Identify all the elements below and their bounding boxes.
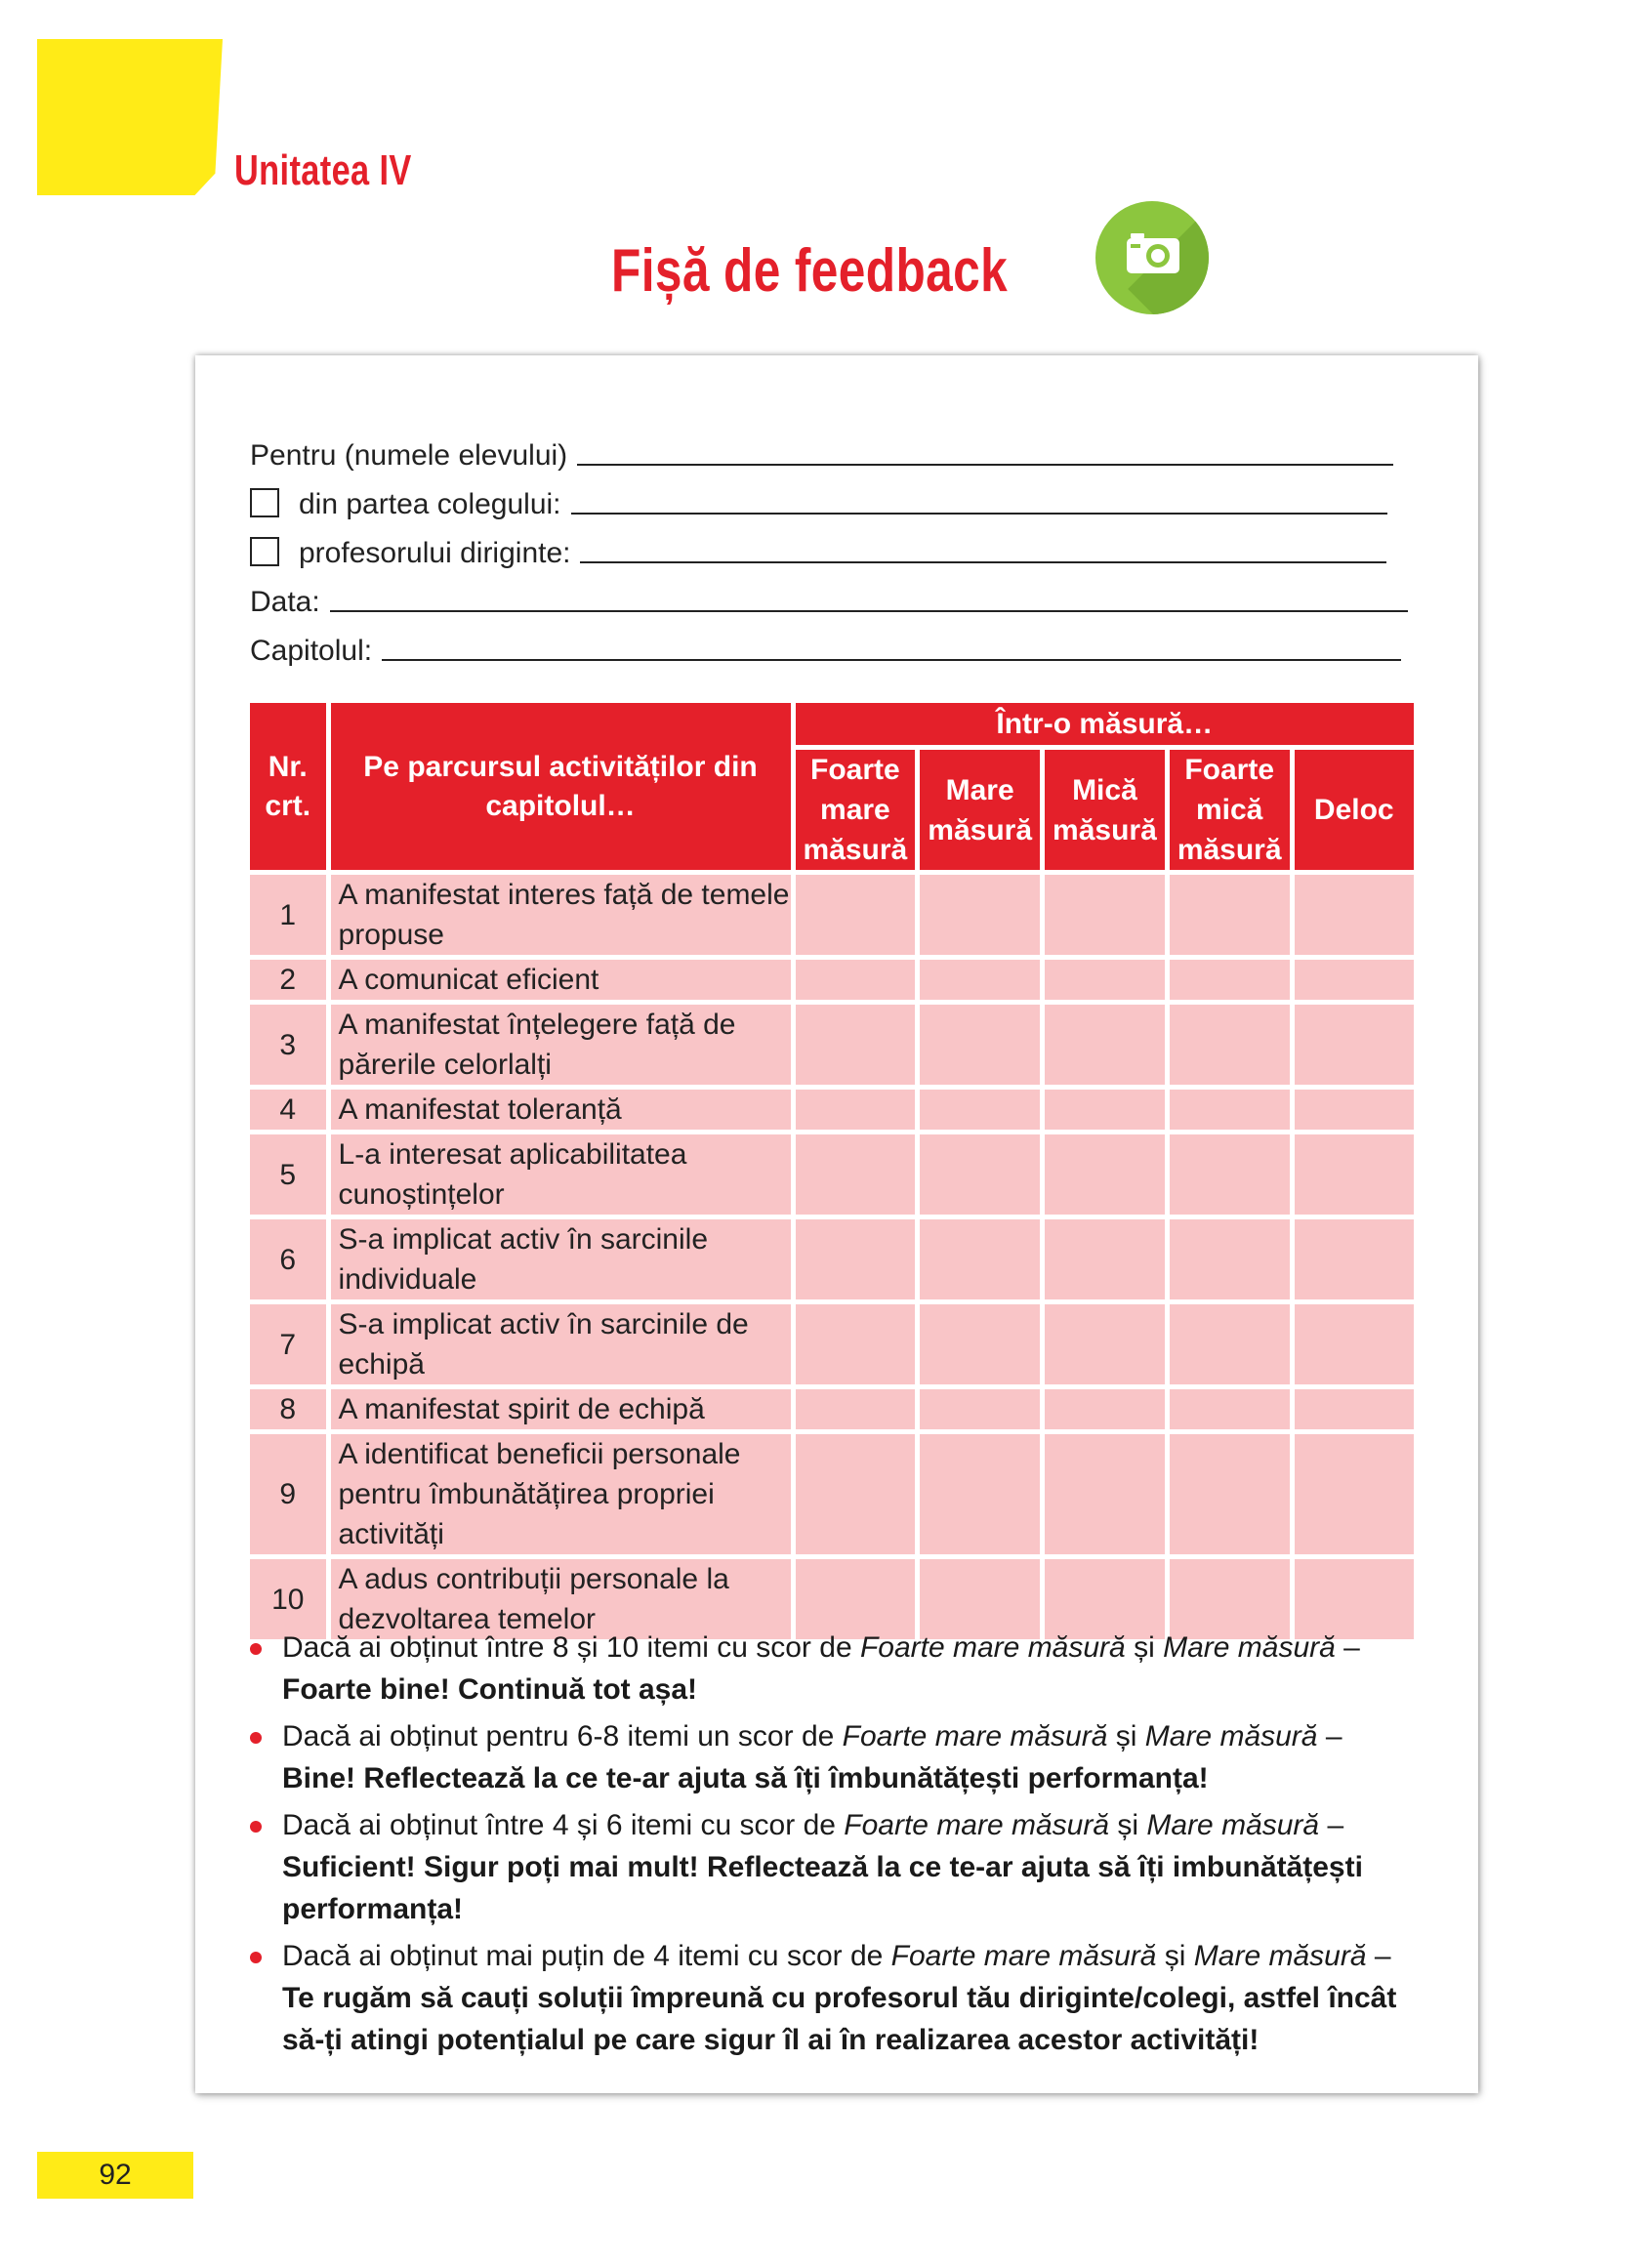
- rating-cell[interactable]: [920, 1090, 1040, 1130]
- rating-cell[interactable]: [796, 960, 916, 1000]
- note-item: [250, 1935, 1441, 2061]
- rating-cell[interactable]: [1045, 1134, 1165, 1215]
- row-criterion: S-a implicat activ în sarcinile de echipă: [331, 1304, 791, 1384]
- row-number: 2: [250, 960, 326, 1000]
- row-number: 7: [250, 1304, 326, 1384]
- note-text: Dacă ai obținut între 8 și 10 itemi cu scor de: [282, 1631, 860, 1664]
- rating-cell[interactable]: [1170, 960, 1290, 1000]
- rating-cell[interactable]: [796, 875, 916, 955]
- bullet-icon: [250, 1952, 262, 1963]
- note-text: și: [1156, 1940, 1194, 1972]
- row-criterion: A comunicat eficient: [331, 960, 791, 1000]
- date-label: Data:: [250, 586, 320, 618]
- page-title: Fișă de feedback: [611, 237, 1009, 305]
- chapter-label: Capitolul:: [250, 635, 373, 667]
- rating-cell[interactable]: [1295, 1134, 1414, 1215]
- note-item: [250, 1715, 1441, 1799]
- colleague-line: [250, 482, 1387, 521]
- row-number: 10: [250, 1559, 326, 1639]
- row-number: 9: [250, 1434, 326, 1554]
- row-criterion: A manifestat spirit de echipă: [331, 1389, 791, 1429]
- table-row: [250, 1005, 1414, 1085]
- rating-cell[interactable]: [1295, 1304, 1414, 1384]
- chapter-field[interactable]: [382, 658, 1401, 661]
- row-criterion: A manifestat înțelegere față de părerile celorlalți: [331, 1005, 791, 1085]
- feedback-card: [195, 355, 1478, 2093]
- student-name-field[interactable]: [577, 463, 1393, 466]
- note-verdict: Bine! Reflectează la ce te-ar ajuta să îți îmbunătățești performanța!: [282, 1762, 1209, 1794]
- date-field[interactable]: [330, 609, 1408, 612]
- unit-title: Unitatea IV: [234, 146, 412, 194]
- note-text: Dacă ai obținut mai puțin de 4 itemi cu scor de: [282, 1940, 891, 1972]
- row-number: 3: [250, 1005, 326, 1085]
- rating-cell[interactable]: [1170, 1304, 1290, 1384]
- rating-cell[interactable]: [920, 875, 1040, 955]
- rating-cell[interactable]: [1295, 1005, 1414, 1085]
- rating-cell[interactable]: [1045, 1005, 1165, 1085]
- teacher-label: profesorului diriginte:: [299, 537, 571, 569]
- row-criterion: S-a implicat activ în sarcinile individuale: [331, 1219, 791, 1299]
- page-number: 92: [37, 2152, 193, 2199]
- rating-cell[interactable]: [796, 1090, 916, 1130]
- scale-header: Foarte mică măsură: [1170, 750, 1290, 870]
- rating-cell[interactable]: [1295, 1219, 1414, 1299]
- note-text: –: [1317, 1720, 1342, 1752]
- rating-cell[interactable]: [796, 1434, 916, 1554]
- rating-cell[interactable]: [1045, 1434, 1165, 1554]
- note-text: și: [1109, 1809, 1147, 1841]
- rating-cell[interactable]: [1295, 1389, 1414, 1429]
- table-row: [250, 1434, 1414, 1554]
- rating-cell[interactable]: [1045, 1219, 1165, 1299]
- col-nr-header: Nr. crt.: [250, 703, 326, 870]
- teacher-field[interactable]: [580, 560, 1386, 563]
- rating-cell[interactable]: [920, 1005, 1040, 1085]
- camera-badge: [1095, 201, 1209, 314]
- scale-group-header: Într-o măsură…: [796, 703, 1415, 745]
- table-row: [250, 875, 1414, 955]
- row-number: 1: [250, 875, 326, 955]
- scale-header: Mică măsură: [1045, 750, 1165, 870]
- row-criterion: A manifestat interes față de temele propuse: [331, 875, 791, 955]
- scale-header: Deloc: [1295, 750, 1414, 870]
- rating-cell[interactable]: [1170, 875, 1290, 955]
- row-criterion: A identificat beneficii personale pentru îmbunătățirea propriei activități: [331, 1434, 791, 1554]
- note-text: Mare măsură: [1193, 1940, 1367, 1972]
- note-text: și: [1125, 1631, 1164, 1664]
- score-notes: [250, 1627, 1441, 2066]
- scale-header: Foarte mare măsură: [796, 750, 916, 870]
- row-criterion: L-a interesat aplicabilitatea cunoștințelor: [331, 1134, 791, 1215]
- rating-cell[interactable]: [1170, 1005, 1290, 1085]
- student-name-label: Pentru (numele elevului): [250, 439, 568, 472]
- rating-cell[interactable]: [920, 1304, 1040, 1384]
- row-number: 8: [250, 1389, 326, 1429]
- feedback-table: [245, 698, 1419, 1644]
- bullet-icon: [250, 1643, 262, 1655]
- table-row: [250, 1219, 1414, 1299]
- rating-cell[interactable]: [920, 1134, 1040, 1215]
- rating-cell[interactable]: [1170, 1134, 1290, 1215]
- scale-header: Mare măsură: [920, 750, 1040, 870]
- note-verdict: Suficient! Sigur poți mai mult! Reflectează la ce te-ar ajuta să îți imbunătățești performanța!: [282, 1851, 1363, 1925]
- rating-cell[interactable]: [1045, 1090, 1165, 1130]
- colleague-label: din partea colegului:: [299, 488, 561, 520]
- note-text: Foarte mare măsură: [844, 1809, 1110, 1841]
- note-text: Dacă ai obținut între 4 și 6 itemi cu scor de: [282, 1809, 845, 1841]
- rating-cell[interactable]: [796, 1005, 916, 1085]
- rating-cell[interactable]: [1295, 1090, 1414, 1130]
- table-row: [250, 960, 1414, 1000]
- rating-cell[interactable]: [920, 1434, 1040, 1554]
- note-text: Foarte mare măsură: [859, 1631, 1126, 1664]
- rating-cell[interactable]: [1045, 875, 1165, 955]
- note-text: –: [1335, 1631, 1360, 1664]
- row-criterion: A adus contribuții personale la dezvoltarea temelor: [331, 1559, 791, 1639]
- rating-cell[interactable]: [920, 1389, 1040, 1429]
- rating-cell[interactable]: [1295, 960, 1414, 1000]
- rating-cell[interactable]: [796, 1304, 916, 1384]
- rating-cell[interactable]: [920, 960, 1040, 1000]
- table-row: [250, 1389, 1414, 1429]
- note-text: Foarte mare măsură: [890, 1940, 1157, 1972]
- rating-cell[interactable]: [1295, 875, 1414, 955]
- row-criterion: A manifestat toleranță: [331, 1090, 791, 1130]
- row-number: 5: [250, 1134, 326, 1215]
- rating-cell[interactable]: [796, 1219, 916, 1299]
- student-name-line: [250, 433, 1393, 473]
- colleague-checkbox[interactable]: [250, 488, 279, 517]
- rating-cell[interactable]: [796, 1134, 916, 1215]
- bullet-icon: [250, 1732, 262, 1744]
- note-text: –: [1366, 1940, 1391, 1972]
- note-verdict: Foarte bine! Continuă tot așa!: [282, 1673, 698, 1706]
- rating-cell[interactable]: [1170, 1219, 1290, 1299]
- table-row: [250, 1304, 1414, 1384]
- note-text: Mare măsură: [1163, 1631, 1336, 1664]
- bullet-icon: [250, 1821, 262, 1833]
- note-text: și: [1107, 1720, 1145, 1752]
- teacher-checkbox[interactable]: [250, 537, 279, 566]
- chapter-line: [250, 629, 1401, 668]
- rating-cell[interactable]: [1045, 1304, 1165, 1384]
- rating-cell[interactable]: [796, 1389, 916, 1429]
- table-row: [250, 1134, 1414, 1215]
- note-item: [250, 1804, 1441, 1930]
- note-text: Foarte mare măsură: [842, 1720, 1108, 1752]
- rating-cell[interactable]: [1170, 1090, 1290, 1130]
- row-number: 6: [250, 1219, 326, 1299]
- rating-cell[interactable]: [1045, 1389, 1165, 1429]
- note-item: [250, 1627, 1441, 1711]
- rating-cell[interactable]: [1295, 1434, 1414, 1554]
- col-activity-header: Pe parcursul activităților din capitolul…: [331, 703, 791, 870]
- rating-cell[interactable]: [1170, 1389, 1290, 1429]
- teacher-line: [250, 531, 1386, 570]
- corner-tab: [37, 39, 223, 195]
- date-line: [250, 580, 1408, 619]
- note-text: Dacă ai obținut pentru 6-8 itemi un scor de: [282, 1720, 843, 1752]
- note-verdict: Te rugăm să cauți soluții împreună cu profesorul tău diriginte/colegi, astfel încât să-ți atingi potențialul pe care sigur îl ai în realizarea acestor activități!: [282, 1982, 1397, 2056]
- rating-cell[interactable]: [1045, 960, 1165, 1000]
- rating-cell[interactable]: [1170, 1434, 1290, 1554]
- note-text: Mare măsură: [1144, 1720, 1318, 1752]
- table-row: [250, 1090, 1414, 1130]
- row-number: 4: [250, 1090, 326, 1130]
- colleague-field[interactable]: [571, 512, 1387, 515]
- note-text: Mare măsură: [1146, 1809, 1320, 1841]
- rating-cell[interactable]: [920, 1219, 1040, 1299]
- camera-icon: [1123, 230, 1183, 279]
- note-text: –: [1319, 1809, 1344, 1841]
